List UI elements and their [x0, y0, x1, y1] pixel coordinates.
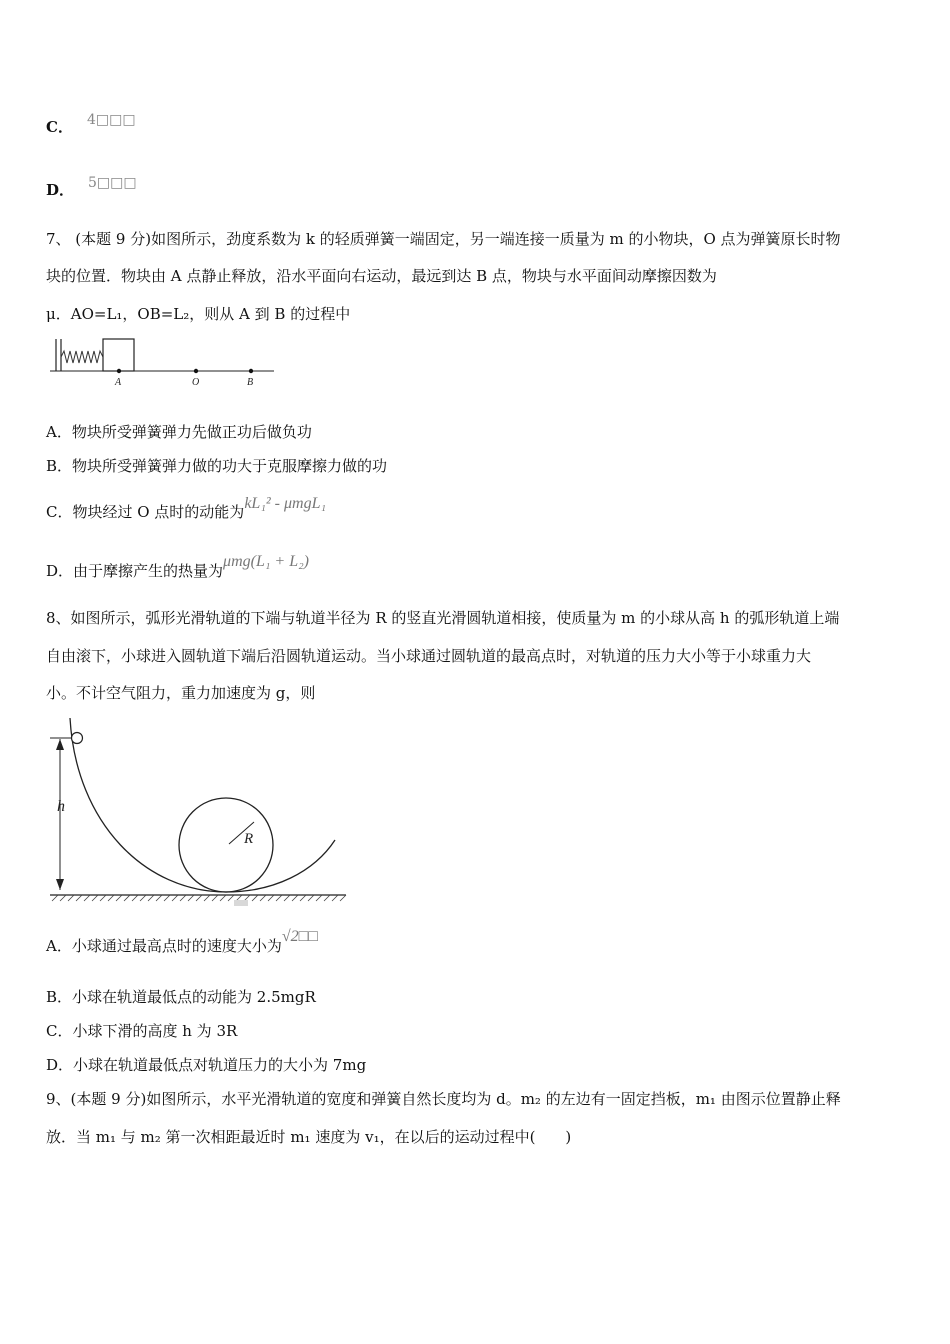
- formula: μmg(L₁ + L₂): [223, 553, 309, 570]
- q8-option-a: [46, 928, 318, 956]
- formula-placeholder: 5□□□: [88, 175, 137, 191]
- q9-stem-line-1: 9、(本题 9 分)如图所示，水平光滑轨道的宽度和弹簧自然长度均为 d。m₂ 的左边有一固定挡板，m₁ 由图示位置静止释: [46, 1090, 841, 1108]
- height-arrow-down: [56, 879, 64, 890]
- option-label: C．: [46, 118, 73, 136]
- q8-stem-line-3: 小。不计空气阻力，重力加速度为 g，则: [46, 684, 316, 702]
- formula: kL₁² - μmgL₁: [244, 495, 327, 512]
- height-arrow-up: [56, 739, 64, 750]
- small-ball: [72, 733, 83, 744]
- spring-block-figure: [46, 335, 278, 389]
- formula-placeholder: 4□□□: [86, 112, 136, 128]
- q7-option-d: [46, 553, 309, 581]
- spring: [61, 351, 103, 363]
- option-text: C．物块经过 O 点时的动能为: [46, 503, 245, 521]
- circular-track: [179, 798, 273, 892]
- q7-stem-line-1: 7、 (本题 9 分)如图所示，劲度系数为 k 的轻质弹簧一端固定，另一端连接一质量为 m 的小物块，O 点为弹簧原长时物: [46, 230, 841, 248]
- ground-hatching: [52, 895, 346, 901]
- point-b-dot: [249, 369, 253, 373]
- formula: √2□□: [281, 928, 318, 945]
- q6-option-c: [46, 112, 136, 137]
- q9-stem-line-2: 放．当 m₁ 与 m₂ 第一次相距最近时 m₁ 速度为 v₁，在以后的运动过程中( ): [46, 1128, 572, 1146]
- point-a-dot: [117, 369, 121, 373]
- q6-option-d: [46, 175, 137, 200]
- q8-option-d: D．小球在轨道最低点对轨道压力的大小为 7mg: [46, 1056, 367, 1074]
- q7-option-a: A．物块所受弹簧弹力先做正功后做负功: [46, 423, 312, 441]
- track-support: [234, 900, 248, 906]
- option-text: A．小球通过最高点时的速度大小为: [46, 937, 282, 955]
- small-block: [103, 339, 134, 371]
- point-o-dot: [194, 369, 198, 373]
- point-a-label: A: [115, 377, 122, 388]
- point-b-label: B: [247, 377, 254, 388]
- radius-label: R: [244, 831, 254, 847]
- loop-track-figure: [46, 714, 352, 910]
- height-label: h: [57, 798, 65, 815]
- q8-stem-line-1: 8、如图所示，弧形光滑轨道的下端与轨道半径为 R 的竖直光滑圆轨道相接，使质量为 m 的小球从高 h 的弧形轨道上端: [46, 609, 840, 627]
- q7-stem-line-3: μ．AO=L₁，OB=L₂，则从 A 到 B 的过程中: [46, 305, 351, 323]
- q7-option-b: B．物块所受弹簧弹力做的功大于克服摩擦力做的功: [46, 457, 388, 475]
- q8-option-c: C．小球下滑的高度 h 为 3R: [46, 1022, 238, 1040]
- q7-stem-line-2: 块的位置．物块由 A 点静止释放，沿水平面向右运动，最远到达 B 点，物块与水平面间动摩擦因数为: [46, 267, 717, 285]
- q8-option-b: B．小球在轨道最低点的动能为 2.5mgR: [46, 988, 316, 1006]
- q7-option-c: [46, 495, 327, 522]
- point-o-label: O: [192, 377, 200, 388]
- q8-stem-line-2: 自由滚下，小球进入圆轨道下端后沿圆轨道运动。当小球通过圆轨道的最高点时，对轨道的压力大小等于小球重力大: [46, 647, 812, 665]
- option-label: D．: [46, 181, 75, 199]
- option-text: D．由于摩擦产生的热量为: [46, 562, 224, 580]
